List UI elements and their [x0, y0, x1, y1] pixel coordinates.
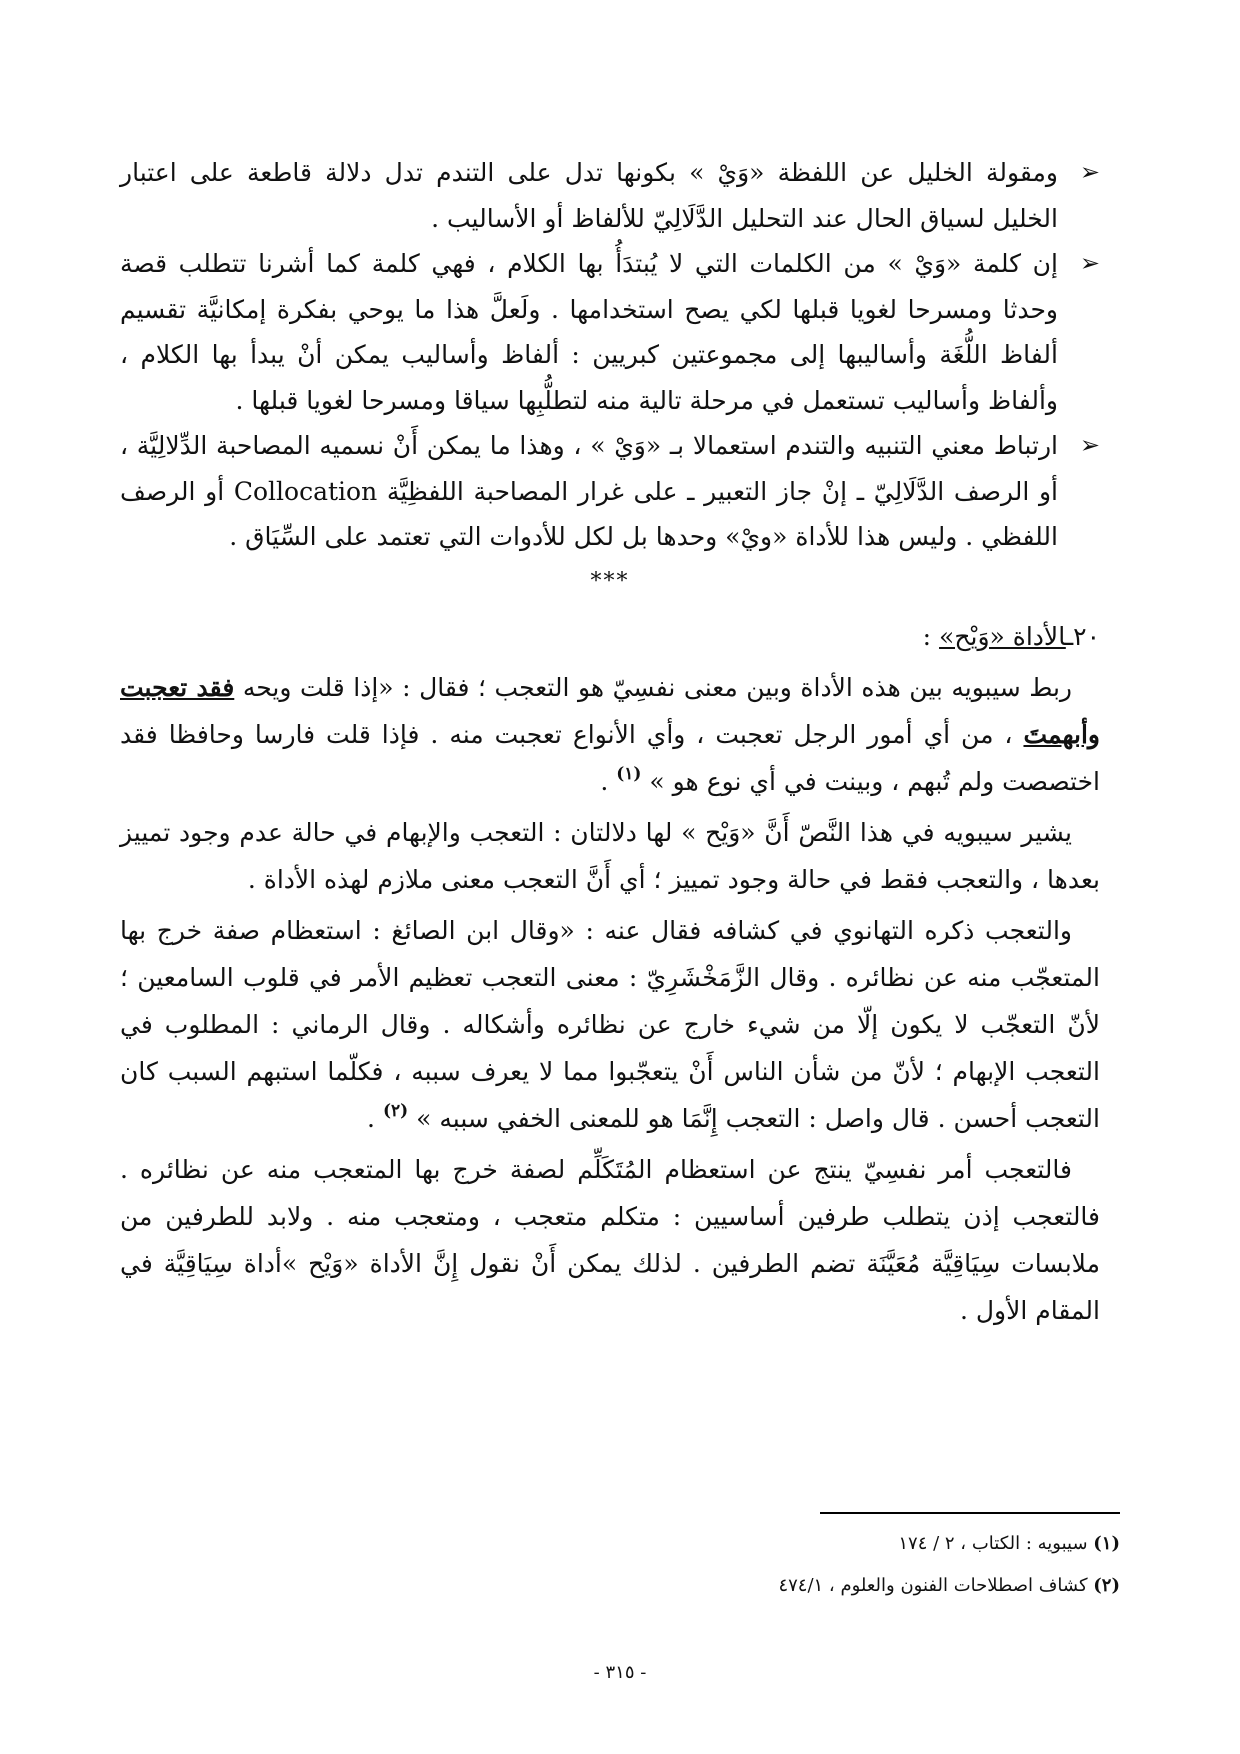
- footnote-number: (١): [1093, 1533, 1120, 1554]
- section-heading: [120, 614, 1100, 660]
- bullet-text: ومقولة الخليل عن اللفظة «وَيْ » بكونها تدل على التندم تدل دلالة قاطعة على اعتبار الخليل لسياق الحال عند التحليل الدَّلَالِيّ للألفاظ أو الأساليب .: [120, 158, 1058, 233]
- bullet-text: إن كلمة «وَيْ » من الكلمات التي لا يُبتدَأُ بها الكلام ، فهي كلمة كما أشرنا تتطلب قصة وحدثا ومسرحا لغويا قبلها لكي يصح استخدامها . ولَعلَّ هذا ما يوحي بفكرة إمكانيَّة تقسيم ألفاظ اللُّغَة وأساليبها إلى مجموعتين كبريين : ألفاظ وأساليب يمكن أنْ يبدأ بها الكلام ، وألفاظ وأساليب تستعمل في مرحلة تالية منه لتطلُّبِها سياقا ومسرحا لغويا قبلها .: [120, 249, 1058, 415]
- paragraph: [120, 907, 1100, 1142]
- footnote-text: سيبويه : الكتاب ، ٢ / ١٧٤: [898, 1533, 1094, 1554]
- footnote-number: (٢): [1093, 1575, 1120, 1596]
- bullet-list: [120, 150, 1100, 560]
- paragraph-text: .: [367, 1103, 383, 1133]
- section-separator: ***: [590, 568, 630, 594]
- paragraph: يشير سيبويه في هذا النَّصّ أَنَّ «وَيْح » لها دلالتان : التعجب والإبهام في حالة عدم وجود تمييز بعدها ، والتعجب فقط في حالة وجود تمييز ؛ أي أَنَّ التعجب معنى ملازم لهذه الأداة .: [120, 817, 1100, 894]
- arrow-bullet-icon: ➢: [1079, 249, 1100, 277]
- bullet-item: [120, 150, 1100, 241]
- section-number: ٢٠ـ: [1065, 621, 1100, 651]
- paragraph-text: ربط سيبويه بين هذه الأداة وبين معنى نفسِيّ هو التعجب ؛ فقال : «إذا قلت ويحه: [234, 672, 1073, 702]
- paragraph-text: والتعجب ذكره التهانوي في كشافه فقال عنه : «وقال ابن الصائغ : استعظام صفة خرج بها المتعجّب منه عن نظائره . وقال الزَّمَخْشَرِيّ : معنى التعجب تعظيم الأمر في قلوب السامعين ؛ لأنّ التعجّب لا يكون إلّا من شيء خارج عن نظائره وأشكاله . وقال الرماني : المطلوب في التعجب الإبهام ؛ لأنّ من شأن الناس أَنْ يتعجّبوا مما لا يعرف سببه ، فكلّما استبهم السبب كان التعجب أحسن . قال واصل : التعجب إِنَّمَا هو للمعنى الخفي سببه »: [120, 915, 1100, 1133]
- footnote: [898, 1530, 1120, 1558]
- paragraph-text: ، من أي أمور الرجل تعجبت ، وأي الأنواع تعجبت منه . فإذا قلت فارسا وحافظا فقد اختصصت ولم تُبهم ، وبينت في أي نوع هو »: [120, 719, 1100, 796]
- footnote: [778, 1572, 1120, 1600]
- bullet-item: [120, 423, 1100, 560]
- arrow-bullet-icon: ➢: [1079, 158, 1100, 186]
- footnote-text: كشاف اصطلاحات الفنون والعلوم ، ٤٧٤/١: [778, 1575, 1094, 1596]
- page-body: [120, 150, 1100, 1334]
- bullet-text: ارتباط معني التنبيه والتندم استعمالا بـ «وَيْ » ، وهذا ما يمكن أَنْ نسميه المصاحبة الدِّلالِيَّة ، أو الرصف الدَّلَالِيّ ـ إنْ جاز التعبير ـ على غرار المصاحبة اللفظِيَّة Collocation أو الرصف اللفظي . وليس هذا للأداة «ويْ» وحدها بل لكل للأدوات التي تعتمد على السِّيَاق .: [120, 431, 1058, 551]
- footnote-divider: [820, 1512, 1120, 1514]
- footnote-ref[interactable]: (٢): [382, 1100, 409, 1121]
- section-colon: :: [922, 621, 940, 651]
- section-title: الأداة «وَيْح»: [939, 621, 1066, 651]
- arrow-bullet-icon: ➢: [1079, 431, 1100, 459]
- bullet-item: [120, 241, 1100, 423]
- paragraph: فالتعجب أمر نفسِيّ ينتج عن استعظام المُتَكَلِّم لصفة خرج بها المتعجب منه عن نظائره . فالتعجب إذن يتطلب طرفين أساسيين : متكلم متعجب ، ومتعجب منه . ولابد للطرفين من ملابسات سِيَاقِيَّة مُعَيَّنَة تضم الطرفين . لذلك يمكن أَنْ نقول إِنَّ الأداة «وَيْح »أداة سِيَاقِيَّة في المقام الأول .: [120, 1154, 1100, 1325]
- paragraph-text: .: [600, 766, 617, 796]
- footnote-ref[interactable]: (١): [616, 763, 642, 784]
- paragraph: [120, 664, 1100, 805]
- page-number: - ٣١٥ -: [593, 1662, 647, 1683]
- emphasized-text: فقد تعجبت وأبهمتَ: [120, 672, 1100, 749]
